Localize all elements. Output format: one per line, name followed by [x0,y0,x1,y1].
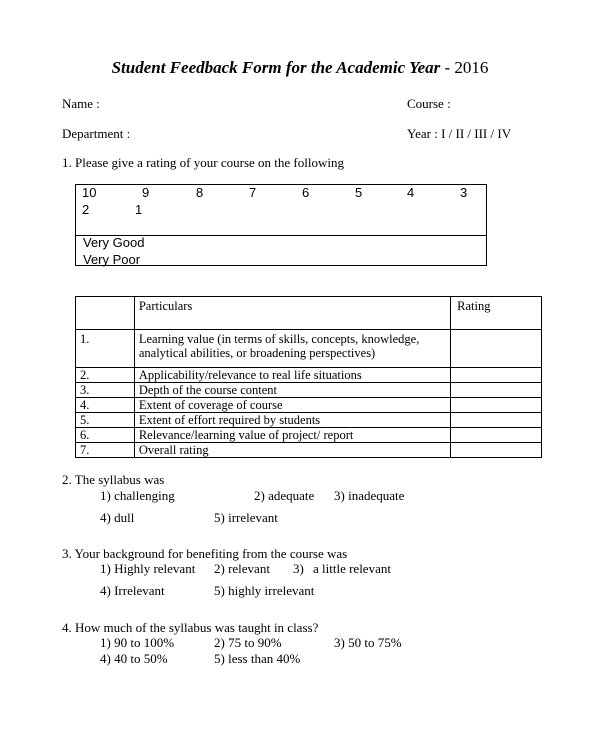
row-particular: Depth of the course content [134,383,450,398]
scale-label-very-good: Very Good [83,235,145,250]
scale-label-very-poor: Very Poor [83,252,141,267]
scale-number: 6 [302,185,310,200]
q4-option[interactable]: 5) less than 40% [214,651,301,666]
row-particular: Relevance/learning value of project/ report [134,428,450,443]
row-particular: Extent of effort required by students [134,413,450,428]
q4-option[interactable]: 1) 90 to 100% [100,635,175,650]
scale-number: 5 [355,185,363,200]
q4-option[interactable]: 2) 75 to 90% [214,635,282,650]
q3-option[interactable]: 4) Irrelevant [100,583,165,598]
rating-cell[interactable] [451,368,542,383]
rating-cell[interactable] [451,428,542,443]
q4-option[interactable]: 3) 50 to 75% [334,635,402,650]
q3-option[interactable]: 5) highly irrelevant [214,583,315,598]
scale-number: 7 [249,185,257,200]
scale-number: 8 [196,185,204,200]
scale-number: 3 [460,185,468,200]
table-row [76,383,542,398]
question-1-text: 1. Please give a rating of your course on the following [62,155,344,170]
q3-option[interactable]: 1) Highly relevant [100,561,196,576]
table-row [76,398,542,413]
scale-number: 9 [142,185,150,200]
scale-number: 1 [135,202,143,217]
table-row [76,413,542,428]
rating-table [75,296,542,458]
rating-cell[interactable] [451,443,542,458]
table-header-row [76,297,542,330]
q2-option[interactable]: 5) irrelevant [214,510,278,525]
department-field-label: Department : [62,126,131,141]
row-particular [134,330,450,368]
q2-option[interactable]: 4) dull [100,510,135,525]
q3-option-number[interactable]: 3) [293,561,304,576]
scale-number: 10 [82,185,97,200]
table-row [76,443,542,458]
table-row [76,428,542,443]
table-header-particulars: Particulars [134,297,450,330]
question-2-text: 2. The syllabus was [62,472,165,487]
row-number: 7. [76,443,135,458]
year-field-label: Year : I / II / III / IV [407,126,512,141]
q2-option[interactable]: 2) adequate [254,488,315,503]
row-number: 3. [76,383,135,398]
question-4-text: 4. How much of the syllabus was taught in class? [62,620,319,635]
rating-cell[interactable] [451,398,542,413]
row-particular: Applicability/relevance to real life situations [134,368,450,383]
table-row [76,368,542,383]
row-particular: Overall rating [134,443,450,458]
form-title-text: Student Feedback Form for the Academic Year [111,58,441,77]
row-particular-line2: analytical abilities, or broadening perspectives) [138,346,376,360]
course-field-label: Course : [407,96,451,111]
rating-cell[interactable] [451,413,542,428]
row-number: 6. [76,428,135,443]
form-title [0,58,600,78]
rating-cell[interactable] [451,330,542,368]
table-header-rating: Rating [451,297,542,330]
row-number: 5. [76,413,135,428]
q4-option[interactable]: 4) 40 to 50% [100,651,168,666]
question-3-text: 3. Your background for benefiting from the course was [62,546,348,561]
rating-cell[interactable] [451,383,542,398]
name-field-label: Name : [62,96,100,111]
form-title-dash: - [440,58,455,77]
row-number: 2. [76,368,135,383]
q3-option[interactable]: 2) relevant [214,561,270,576]
table-row [76,330,542,368]
q2-option[interactable]: 3) inadequate [334,488,405,503]
table-header-num [76,297,135,330]
q2-option[interactable]: 1) challenging [100,488,175,503]
q3-option-label[interactable]: a little relevant [313,561,391,576]
row-number: 4. [76,398,135,413]
form-title-year: 2016 [454,58,489,77]
row-particular-line1: Learning value (in terms of skills, concepts, knowledge, [138,332,420,346]
scale-number: 2 [82,202,90,217]
rating-scale-box [75,184,487,266]
scale-number: 4 [407,185,415,200]
row-number: 1. [76,330,135,368]
row-particular: Extent of coverage of course [134,398,450,413]
